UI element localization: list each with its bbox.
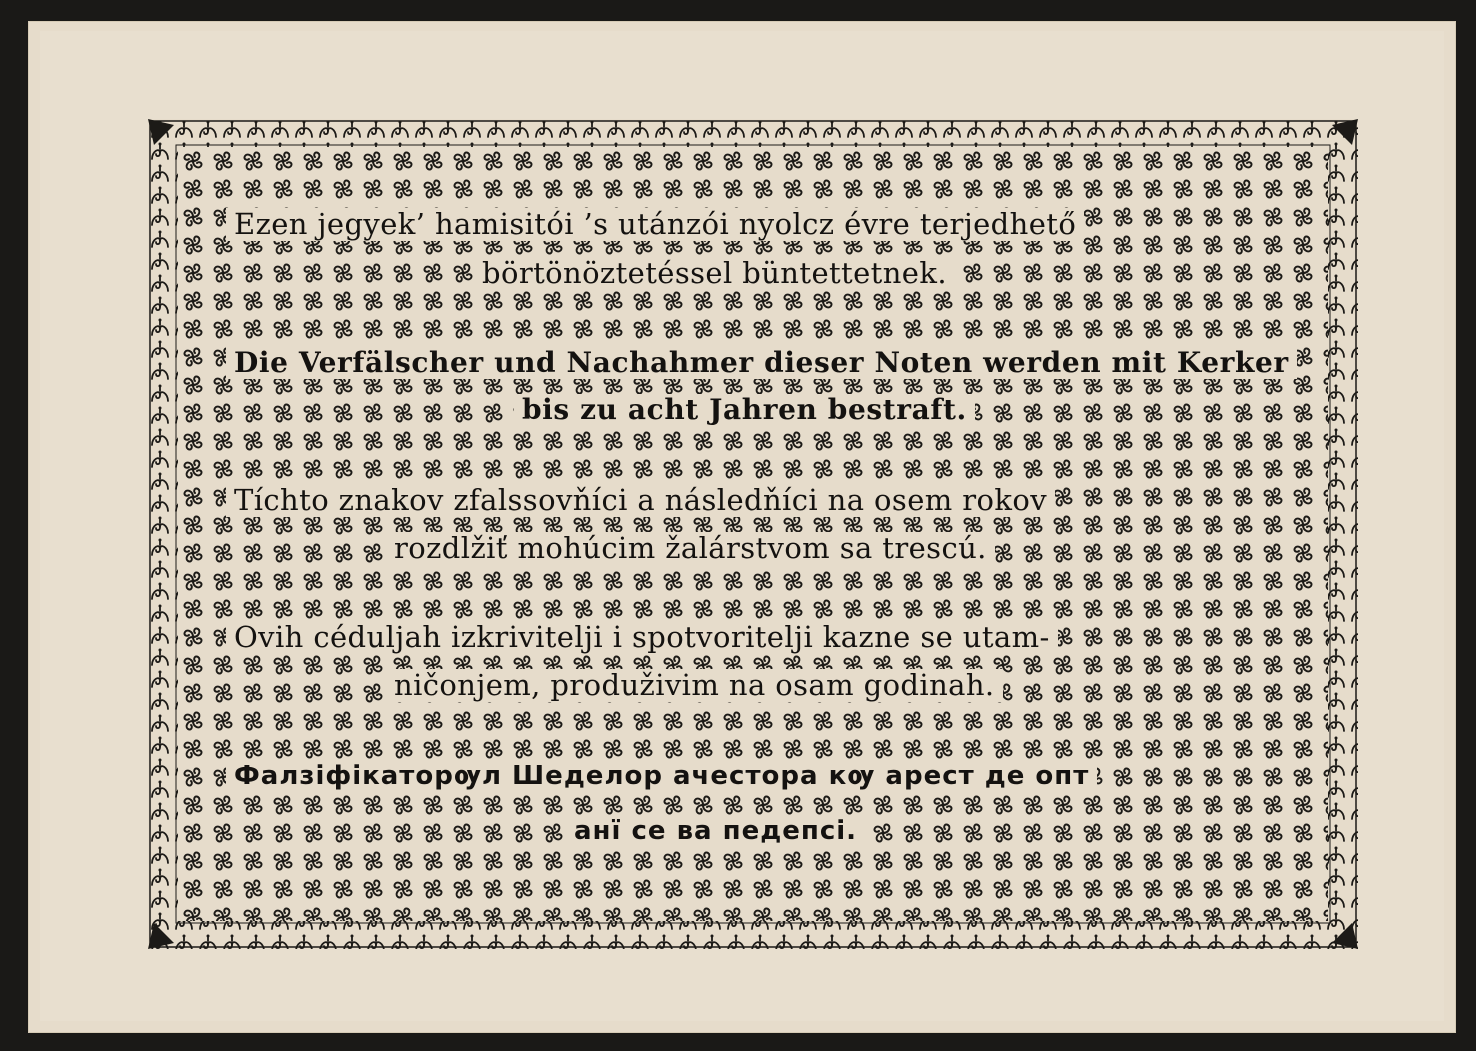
romanian-line-2: анї се ва педепсі.: [566, 816, 865, 846]
hungarian-line-2: börtönöztetéssel büntettetnek.: [474, 257, 955, 290]
slovak-line-2: rozdlžiť mohúcim žalárstvom sa trescú.: [386, 532, 995, 565]
hungarian-line-1: Ezen jegyek’ hamisitói ’s utánzói nyolcz évre terjedhető: [226, 208, 1084, 241]
german-line-1: Die Verfälscher und Nachahmer dieser Noten werden mit Kerker: [226, 347, 1297, 379]
romanian-line-1: Фалзіфікаторѹл Шеделор ачестора кѹ арест де опт: [226, 761, 1097, 791]
croatian-line-1: Ovih céduljah izkrivitelji i spotvoritelji kazne se utam-: [226, 621, 1058, 654]
slovak-line-1: Tíchto znakov zfalssovňíci a následňíci na osem rokov: [226, 484, 1055, 517]
banknote-reverse: [28, 21, 1456, 1033]
croatian-line-2: ničonjem, produživim na osam godinah.: [386, 669, 1003, 702]
german-line-2: bis zu acht Jahren bestraft.: [514, 394, 975, 426]
